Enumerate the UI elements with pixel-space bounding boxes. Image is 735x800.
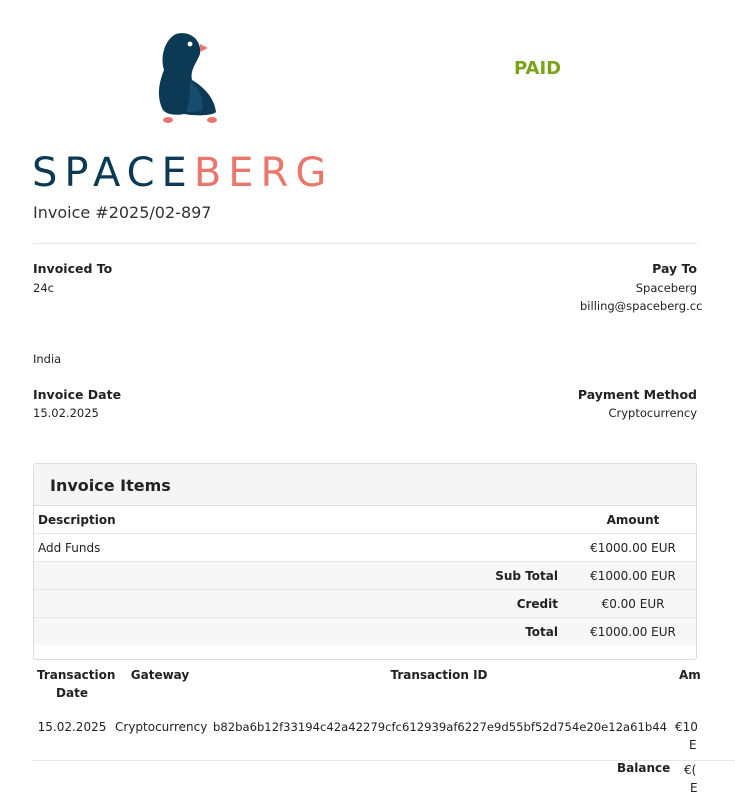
table-row	[33, 708, 735, 761]
col-transaction-id: Transaction ID	[390, 668, 488, 682]
transaction-id: b82ba6b12f33194c42a42279cfc612939af6227e9d55bf52d754e20e12a61b44	[209, 708, 669, 761]
transaction-amount	[669, 708, 735, 761]
pay-to-email: billing@spaceberg.cc	[580, 299, 703, 313]
brand-wordmark-space: SPACE	[32, 150, 194, 196]
col-gateway: Gateway	[130, 668, 190, 682]
payment-method-value: Cryptocurrency	[608, 406, 697, 420]
item-description: Add Funds	[34, 534, 570, 562]
transactions-header-row	[33, 660, 735, 708]
invoiced-to-label: Invoiced To	[33, 261, 113, 276]
total-value: €1000.00 EUR	[570, 618, 696, 646]
subtotal-value: €1000.00 EUR	[570, 562, 696, 590]
pay-to-name: Spaceberg	[635, 281, 697, 295]
balance-line2: E	[690, 781, 698, 795]
transaction-amount-line2: E	[689, 738, 697, 752]
subtotal-label: Sub Total	[34, 562, 570, 590]
brand-wordmark-berg: BERG	[193, 150, 334, 196]
credit-value: €0.00 EUR	[570, 590, 696, 618]
invoice-date-label: Invoice Date	[33, 387, 122, 402]
status-badge: PAID	[514, 58, 562, 79]
payment-method-label: Payment Method	[577, 387, 697, 402]
item-amount: €1000.00 EUR	[570, 534, 696, 562]
col-transaction-amount: Am	[679, 668, 701, 682]
invoiced-to-country: India	[33, 352, 62, 366]
invoiced-to-line1: 24c	[33, 281, 54, 295]
transaction-amount-line1: €10	[675, 720, 698, 734]
transactions-table	[33, 660, 735, 761]
transaction-date: 15.02.2025	[33, 708, 111, 761]
total-label: Total	[34, 618, 570, 646]
credit-label: Credit	[34, 590, 570, 618]
col-transaction-date: Transaction Date	[37, 668, 116, 700]
pay-to-label: Pay To	[652, 261, 697, 276]
balance-label: Balance	[617, 761, 671, 775]
balance-value	[684, 761, 698, 797]
invoice-items-title: Invoice Items	[50, 476, 171, 495]
invoice-number: Invoice #2025/02-897	[33, 203, 212, 222]
invoice-date-value: 15.02.2025	[33, 406, 99, 420]
col-amount: Amount	[606, 512, 660, 527]
balance-line1: €(	[684, 763, 697, 777]
col-description: Description	[38, 512, 116, 527]
transaction-gateway: Cryptocurrency	[111, 708, 209, 761]
